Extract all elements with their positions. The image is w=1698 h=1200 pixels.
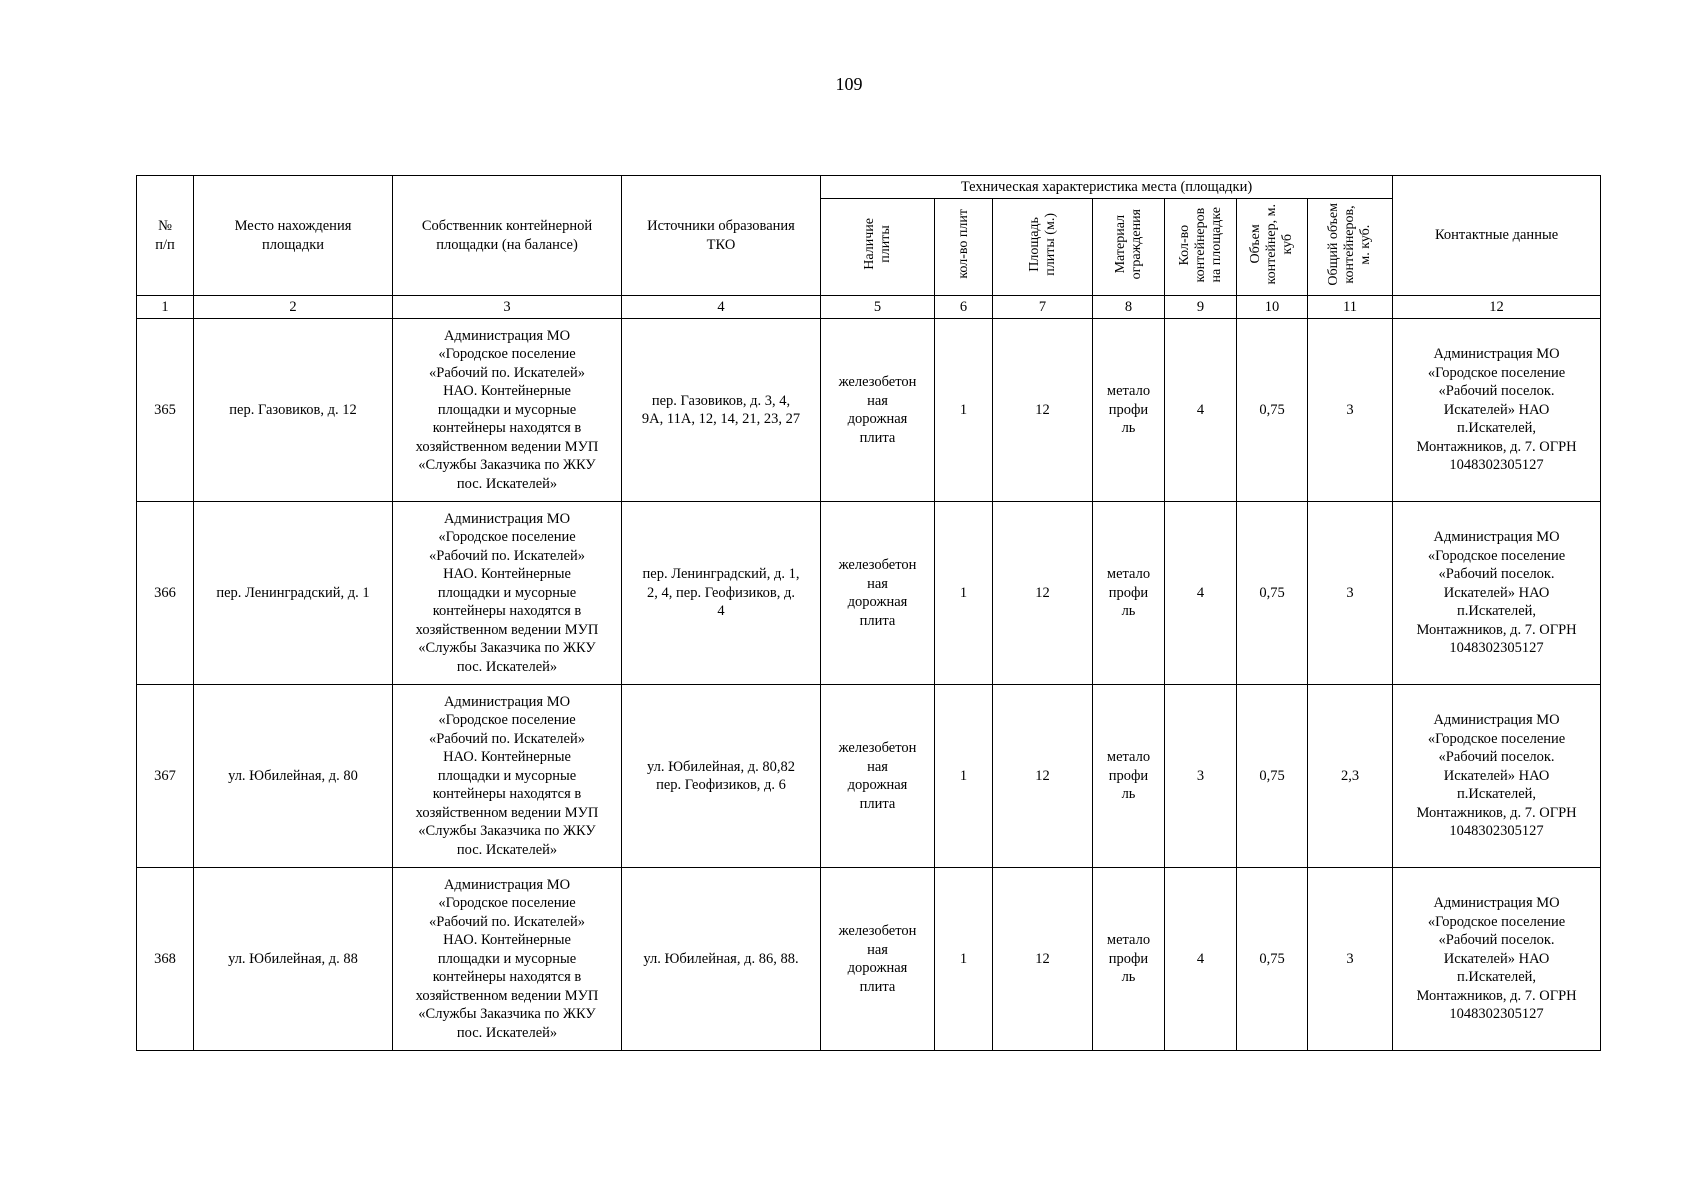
cell-num: 367 — [137, 685, 194, 868]
cell-sources: пер. Газовиков, д. 3, 4, 9А, 11А, 12, 14, 21, 23, 27 — [622, 319, 821, 502]
cell-owner: Администрация МО «Городское поселение «Рабочий по. Искателей» НАО. Контейнерные площадки и мусорные контейнеры находятся в хозяйственном ведении МУП «Службы Заказчика по ЖКУ пос. Искателей» — [393, 502, 622, 685]
table-row — [137, 685, 1601, 868]
cell-total-volume: 3 — [1308, 868, 1393, 1051]
table-row — [137, 502, 1601, 685]
column-number: 9 — [1165, 296, 1237, 319]
column-number: 10 — [1237, 296, 1308, 319]
cell-fence: метало профи ль — [1093, 868, 1165, 1051]
table-row — [137, 868, 1601, 1051]
table-header — [137, 176, 1601, 296]
cell-fence: метало профи ль — [1093, 502, 1165, 685]
cell-num: 366 — [137, 502, 194, 685]
column-number: 7 — [993, 296, 1093, 319]
column-number: 2 — [194, 296, 393, 319]
cell-slabs: железобетон ная дорожная плита — [821, 868, 935, 1051]
column-number: 12 — [1393, 296, 1601, 319]
cell-total-volume: 3 — [1308, 502, 1393, 685]
cell-slab-count: 1 — [935, 502, 993, 685]
column-number: 11 — [1308, 296, 1393, 319]
header-total-volume-text: Общий объем контейнеров, м. куб. — [1326, 202, 1374, 286]
cell-location: ул. Юбилейная, д. 80 — [194, 685, 393, 868]
cell-total-volume: 2,3 — [1308, 685, 1393, 868]
container-sites-table — [136, 175, 1601, 1051]
header-container-volume-text: Объем контейнер, м. куб — [1248, 204, 1295, 285]
cell-slab-area: 12 — [993, 868, 1093, 1051]
cell-location: пер. Газовиков, д. 12 — [194, 319, 393, 502]
cell-slab-area: 12 — [993, 319, 1093, 502]
cell-fence: метало профи ль — [1093, 685, 1165, 868]
cell-slab-count: 1 — [935, 319, 993, 502]
column-number: 4 — [622, 296, 821, 319]
column-number: 6 — [935, 296, 993, 319]
header-container-volume — [1237, 199, 1308, 296]
header-sources: Источники образования ТКО — [622, 176, 821, 296]
header-owner: Собственник контейнерной площадки (на балансе) — [393, 176, 622, 296]
cell-container-count: 4 — [1165, 868, 1237, 1051]
cell-slab-area: 12 — [993, 502, 1093, 685]
header-tech-group: Техническая характеристика места (площадки) — [821, 176, 1393, 199]
cell-container-volume: 0,75 — [1237, 502, 1308, 685]
header-slab-count — [935, 199, 993, 296]
header-fence-material-text: Материал ограждения — [1112, 209, 1144, 280]
cell-total-volume: 3 — [1308, 319, 1393, 502]
cell-owner: Администрация МО «Городское поселение «Рабочий по. Искателей» НАО. Контейнерные площадки и мусорные контейнеры находятся в хозяйственном ведении МУП «Службы Заказчика по ЖКУ пос. Искателей» — [393, 868, 622, 1051]
cell-sources: ул. Юбилейная, д. 80,82 пер. Геофизиков, д. 6 — [622, 685, 821, 868]
cell-owner: Администрация МО «Городское поселение «Рабочий по. Искателей» НАО. Контейнерные площадки и мусорные контейнеры находятся в хозяйственном ведении МУП «Службы Заказчика по ЖКУ пос. Искателей» — [393, 319, 622, 502]
cell-container-count: 4 — [1165, 319, 1237, 502]
cell-container-volume: 0,75 — [1237, 319, 1308, 502]
cell-contacts: Администрация МО «Городское поселение «Рабочий поселок. Искателей» НАО п.Искателей, Монтажников, д. 7. ОГРН 1048302305127 — [1393, 319, 1601, 502]
cell-owner: Администрация МО «Городское поселение «Рабочий по. Искателей» НАО. Контейнерные площадки и мусорные контейнеры находятся в хозяйственном ведении МУП «Службы Заказчика по ЖКУ пос. Искателей» — [393, 685, 622, 868]
cell-slabs: железобетон ная дорожная плита — [821, 319, 935, 502]
table-row — [137, 319, 1601, 502]
header-contacts: Контактные данные — [1393, 176, 1601, 296]
cell-location: пер. Ленинградский, д. 1 — [194, 502, 393, 685]
header-slab-count-text: кол-во плит — [955, 209, 971, 280]
header-slab-area-text: Площадь плиты (м.) — [1026, 212, 1058, 276]
header-slab-area — [993, 199, 1093, 296]
header-total-volume — [1308, 199, 1393, 296]
header-slabs-present — [821, 199, 935, 296]
column-number: 5 — [821, 296, 935, 319]
header-location: Место нахождения площадки — [194, 176, 393, 296]
cell-slab-count: 1 — [935, 868, 993, 1051]
cell-container-count: 4 — [1165, 502, 1237, 685]
cell-container-volume: 0,75 — [1237, 868, 1308, 1051]
page-number: 109 — [835, 74, 863, 94]
cell-sources: пер. Ленинградский, д. 1, 2, 4, пер. Геофизиков, д. 4 — [622, 502, 821, 685]
header-slabs-present-text: Наличие плиты — [861, 218, 893, 271]
cell-contacts: Администрация МО «Городское поселение «Рабочий поселок. Искателей» НАО п.Искателей, Монтажников, д. 7. ОГРН 1048302305127 — [1393, 502, 1601, 685]
cell-container-count: 3 — [1165, 685, 1237, 868]
cell-num: 368 — [137, 868, 194, 1051]
cell-contacts: Администрация МО «Городское поселение «Рабочий поселок. Искателей» НАО п.Искателей, Монтажников, д. 7. ОГРН 1048302305127 — [1393, 685, 1601, 868]
cell-num: 365 — [137, 319, 194, 502]
cell-location: ул. Юбилейная, д. 88 — [194, 868, 393, 1051]
cell-slabs: железобетон ная дорожная плита — [821, 502, 935, 685]
header-num: № п/п — [137, 176, 194, 296]
cell-sources: ул. Юбилейная, д. 86, 88. — [622, 868, 821, 1051]
header-container-count-text: Кол-во контейнеров на площадке — [1176, 206, 1224, 282]
cell-slab-count: 1 — [935, 685, 993, 868]
column-number-row — [137, 296, 1601, 319]
header-container-count — [1165, 199, 1237, 296]
table-body — [137, 296, 1601, 1051]
cell-container-volume: 0,75 — [1237, 685, 1308, 868]
cell-slab-area: 12 — [993, 685, 1093, 868]
cell-fence: метало профи ль — [1093, 319, 1165, 502]
cell-slabs: железобетон ная дорожная плита — [821, 685, 935, 868]
header-fence-material — [1093, 199, 1165, 296]
column-number: 3 — [393, 296, 622, 319]
cell-contacts: Администрация МО «Городское поселение «Рабочий поселок. Искателей» НАО п.Искателей, Монтажников, д. 7. ОГРН 1048302305127 — [1393, 868, 1601, 1051]
column-number: 1 — [137, 296, 194, 319]
column-number: 8 — [1093, 296, 1165, 319]
